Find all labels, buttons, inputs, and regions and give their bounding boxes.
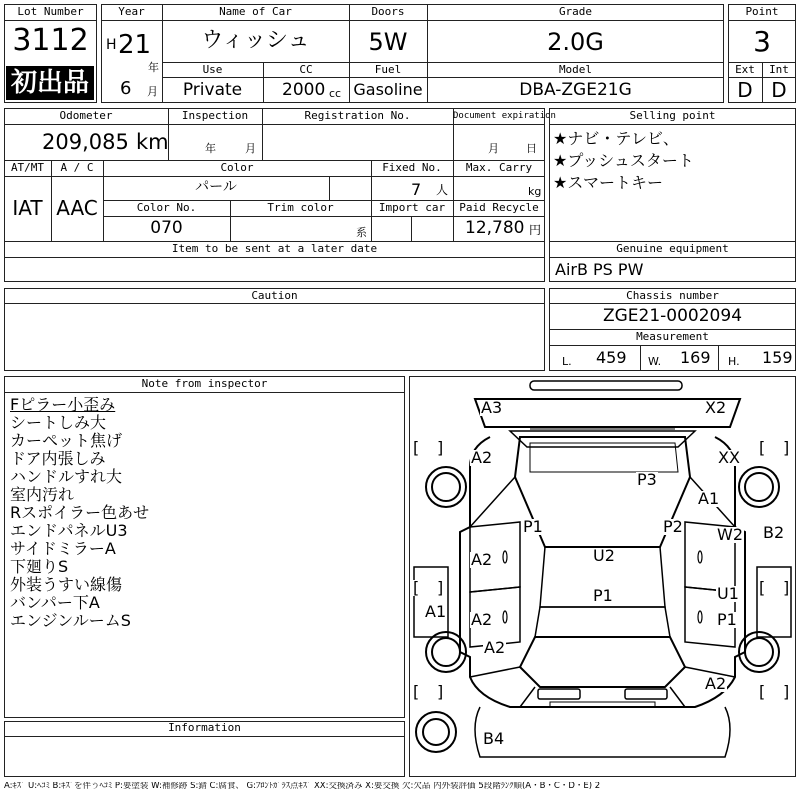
damage-mark: B2 <box>763 523 785 542</box>
bracket-right: ] <box>783 682 790 701</box>
year-value: 21 <box>118 30 152 60</box>
bracket-right: ] <box>437 438 444 457</box>
height-label: H. <box>728 355 740 368</box>
selling-point-line: ★ナビ・テレビ、 <box>553 129 679 148</box>
use-value: Private <box>182 80 243 100</box>
selling-point-line: ★スマートキー <box>553 173 664 192</box>
color-label: Color <box>220 161 254 174</box>
inspector-note-line: 室内汚れ <box>10 485 75 504</box>
atmt-label: AT/MT <box>10 161 45 174</box>
damage-legend: A:ｷｽﾞ U:ﾍｺﾐ B:ｷｽﾞを伴うﾍｺﾐ P:要塗装 W:補修跡 S:錆 C:腐食、 G:ﾌﾛﾝﾄｶﾞﾗｽ点ｷｽﾞ XX:交換済み X:要交換 欠:欠品 内外装評価 5段階ﾗﾝｸ順(A・B・C・D・E) 2 <box>4 782 601 791</box>
odometer-unit: km <box>136 130 169 154</box>
damage-mark: A1 <box>698 489 720 508</box>
color-no-value: 070 <box>150 218 183 238</box>
doc-month-unit: 月 <box>488 142 499 155</box>
lot-number-value: 3112 <box>12 23 89 58</box>
month-value: 6 <box>120 78 132 99</box>
damage-mark: A2 <box>471 610 493 629</box>
information-label: Information <box>168 721 241 734</box>
doors-value: 5W <box>368 28 408 56</box>
damage-diagram <box>409 376 796 777</box>
year-label: Year <box>118 5 145 18</box>
color-value: パール <box>195 179 237 195</box>
inspector-note-line: 外装うすい線傷 <box>10 575 123 594</box>
max-carry-label: Max. Carry <box>465 161 533 174</box>
point-value: 3 <box>753 25 771 58</box>
genuine-equipment-value: AirB PS PW <box>555 260 644 279</box>
chassis-number-label: Chassis number <box>626 289 719 302</box>
damage-mark: A2 <box>471 448 493 467</box>
trim-color-unit: 系 <box>356 226 367 239</box>
bracket-left: [ <box>759 438 766 457</box>
point-label: Point <box>745 5 779 18</box>
damage-mark: X2 <box>705 398 727 417</box>
paid-recycle-value: 12,780 <box>465 218 525 238</box>
bracket-right: ] <box>783 438 790 457</box>
damage-mark: U2 <box>593 546 615 565</box>
measurement-label: Measurement <box>636 330 709 343</box>
cc-unit: cc <box>329 87 342 100</box>
damage-mark: P1 <box>523 517 543 536</box>
first-listing-badge: 初出品 <box>6 66 94 100</box>
ext-grade: D <box>737 78 753 102</box>
bracket-left: [ <box>759 578 766 597</box>
model-value: DBA-ZGE21G <box>519 80 632 100</box>
inspection-label: Inspection <box>181 109 249 122</box>
damage-mark: U1 <box>717 584 739 603</box>
fixed-no-unit: 人 <box>436 183 449 197</box>
caution-label: Caution <box>251 289 298 302</box>
inspector-note-line: エンジンルームS <box>10 611 131 630</box>
fixed-no-value: 7 <box>411 180 422 199</box>
inspector-note-line: Rスポイラー色あせ <box>10 503 150 522</box>
year-unit: 年 <box>148 61 159 74</box>
inspection-year-unit: 年 <box>205 142 216 155</box>
model-label: Model <box>558 63 593 76</box>
selling-point-line: ★プッシュスタート <box>553 151 694 170</box>
length-value: 459 <box>596 348 627 367</box>
cc-label: CC <box>299 63 313 76</box>
atmt-value: IAT <box>12 196 43 220</box>
inspector-note-line: ハンドルすれ大 <box>10 467 123 486</box>
inspector-note-line: バンパー下A <box>10 593 100 612</box>
odometer-value: 209,085 <box>42 130 129 154</box>
car-name-value: ウィッシュ <box>201 28 310 53</box>
ac-label: A / C <box>60 161 94 174</box>
odometer-label: Odometer <box>59 109 113 122</box>
height-value: 159 <box>762 348 793 367</box>
bracket-right: ] <box>783 578 790 597</box>
width-label: W. <box>648 355 662 368</box>
car-name-label: Name of Car <box>219 5 292 18</box>
damage-mark: W2 <box>717 525 743 544</box>
trim-color-label: Trim color <box>267 201 334 214</box>
bracket-right: ] <box>437 578 444 597</box>
inspector-note-label: Note from inspector <box>141 377 268 390</box>
damage-mark: A2 <box>484 638 506 657</box>
month-unit: 月 <box>147 85 158 98</box>
fuel-label: Fuel <box>374 63 402 76</box>
inspector-note-line: サイドミラーA <box>10 539 116 558</box>
damage-mark: P2 <box>663 517 683 536</box>
damage-mark: P1 <box>593 586 613 605</box>
cc-value: 2000 <box>282 80 326 100</box>
max-carry-unit: kg <box>528 185 542 198</box>
paid-recycle-label: Paid Recycle <box>459 201 539 214</box>
ac-value: AAC <box>56 196 98 220</box>
damage-mark: XX <box>718 448 740 467</box>
year-era: H <box>106 37 117 53</box>
paid-recycle-unit: 円 <box>529 223 542 237</box>
damage-mark: P3 <box>637 470 657 489</box>
int-grade: D <box>771 78 787 102</box>
grade-value: 2.0G <box>547 28 604 56</box>
bracket-left: [ <box>759 682 766 701</box>
bracket-left: [ <box>413 682 420 701</box>
doors-label: Doors <box>371 5 405 18</box>
inspector-note-line: エンドパネルU3 <box>10 521 128 540</box>
registration-label: Registration No. <box>304 109 411 122</box>
use-label: Use <box>202 63 223 76</box>
car-outline-diagram <box>410 377 795 776</box>
color-no-label: Color No. <box>136 201 197 214</box>
int-label: Int <box>769 63 789 76</box>
damage-mark: A2 <box>471 550 493 569</box>
fixed-no-label: Fixed No. <box>382 161 442 174</box>
inspector-note-line: ドア内張しみ <box>10 449 106 468</box>
chassis-number-value: ZGE21-0002094 <box>602 306 743 326</box>
selling-point-label: Selling point <box>629 109 716 122</box>
length-label: L. <box>562 355 572 368</box>
bracket-left: [ <box>413 438 420 457</box>
grade-label: Grade <box>558 5 593 18</box>
ext-label: Ext <box>735 63 755 76</box>
bracket-right: ] <box>437 682 444 701</box>
doc-day-unit: 日 <box>526 142 537 155</box>
damage-mark: A3 <box>481 398 503 417</box>
doc-expiration-label: Document expiration <box>453 111 556 121</box>
lot-number-label: Lot Number <box>17 5 84 18</box>
import-car-label: Import car <box>378 201 446 214</box>
damage-mark: B4 <box>483 729 505 748</box>
damage-mark: A2 <box>705 674 727 693</box>
inspector-note-line: Fピラー小歪み <box>10 395 116 414</box>
damage-mark: A1 <box>425 602 447 621</box>
genuine-equipment-label: Genuine equipment <box>616 242 729 255</box>
inspector-note-line: シートしみ大 <box>10 413 107 432</box>
inspector-note-line: 下廻りS <box>10 557 69 576</box>
inspection-month-unit: 月 <box>245 142 256 155</box>
inspector-note-line: カーペット焦げ <box>10 431 123 450</box>
bracket-left: [ <box>413 578 420 597</box>
fuel-value: Gasoline <box>353 80 423 99</box>
width-value: 169 <box>680 348 711 367</box>
damage-mark: P1 <box>717 610 737 629</box>
later-date-label: Item to be sent at a later date <box>171 242 378 255</box>
